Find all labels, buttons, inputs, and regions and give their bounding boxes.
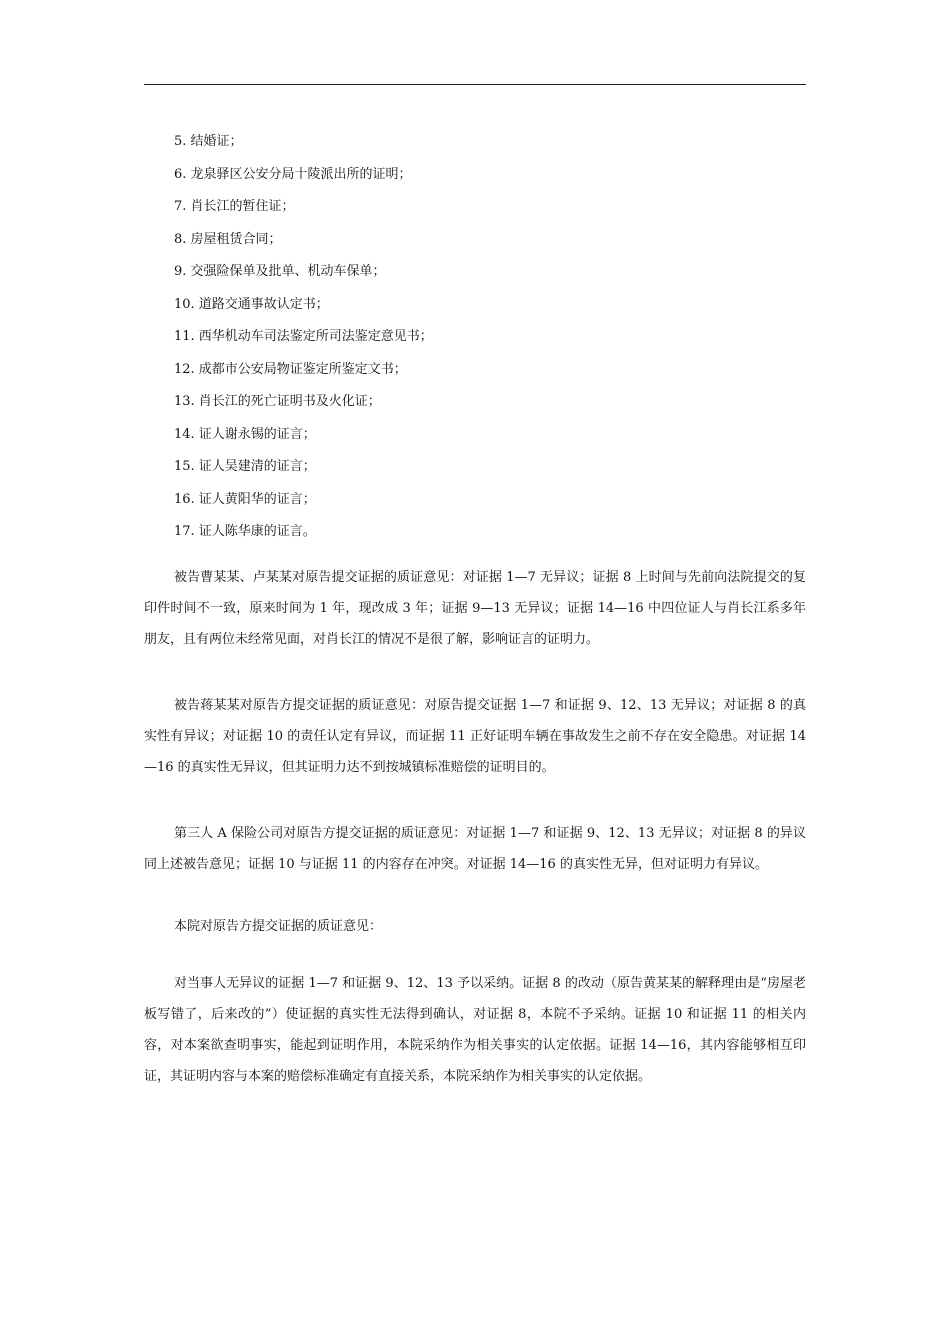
evidence-item: 16. 证人黄阳华的证言； xyxy=(174,491,316,507)
header-rule xyxy=(144,84,806,85)
evidence-item: 12. 成都市公安局物证鉴定所鉴定文书； xyxy=(174,361,407,377)
evidence-item: 8. 房屋租赁合同； xyxy=(174,231,282,247)
evidence-item: 9. 交强险保单及批单、机动车保单； xyxy=(174,264,386,279)
evidence-item: 13. 肖长江的死亡证明书及火化证； xyxy=(174,394,381,409)
court-opinion-body: 对当事人无异议的证据 1—7 和证据 9、12、13 予以采纳。证据 8 的改动（原告黄某某的解释理由是“房屋老板写错了，后来改的”）使证据的真实性无法得到确认，对证据 8，本院不予采纳。证据 10 和证据 11 的相关内容，对本案欲查明事实，能起到证明作用，本院采纳作为相关事实的认定依据。证据 14—16，其内容能够相互印证，其证明内容与本案的赔偿标准确定有直接关系，本院采纳作为相关事实的认定依据。 xyxy=(144,976,806,1084)
evidence-item: 15. 证人吴建清的证言； xyxy=(174,459,316,474)
evidence-item: 14. 证人谢永锡的证言； xyxy=(174,426,316,442)
defendant-cao-lu-opinion: 被告曹某某、卢某某对原告提交证据的质证意见：对证据 1—7 无异议；证据 8 上时间与先前向法院提交的复印件时间不一致，原来时间为 1 年，现改成 3 年；证据 9—13 无异议；证据 14—16 中四位证人与肖长江系多年朋友，且有两位未经常见面，对肖长江的情况不是很了解，影响证言的证明力。 xyxy=(144,570,806,647)
evidence-list xyxy=(174,126,433,549)
evidence-item: 5. 结婚证； xyxy=(174,134,243,149)
evidence-item: 10. 道路交通事故认定书； xyxy=(174,296,329,312)
evidence-item: 11. 西华机动车司法鉴定所司法鉴定意见书； xyxy=(174,329,433,344)
evidence-item: 7. 肖长江的暂住证； xyxy=(174,199,295,214)
evidence-item: 6. 龙泉驿区公安分局十陵派出所的证明； xyxy=(174,166,412,182)
defendant-jiang-opinion: 被告蒋某某对原告方提交证据的质证意见：对原告提交证据 1—7 和证据 9、12、13 无异议；对证据 8 的真实性有异议；对证据 10 的责任认定有异议，而证据 11 正好证明车辆在事故发生之前不存在安全隐患。对证据 14—16 的真实性无异议，但其证明力达不到按城镇标准赔偿的证明目的。 xyxy=(144,698,806,775)
court-opinion-heading: 本院对原告方提交证据的质证意见： xyxy=(174,919,383,934)
third-party-insurer-opinion: 第三人 A 保险公司对原告方提交证据的质证意见：对证据 1—7 和证据 9、12、13 无异议；对证据 8 的异议同上述被告意见；证据 10 与证据 11 的内容存在冲突。对证据 14—16 的真实性无异，但对证明力有异议。 xyxy=(144,826,806,872)
evidence-item: 17. 证人陈华康的证言。 xyxy=(174,524,316,539)
